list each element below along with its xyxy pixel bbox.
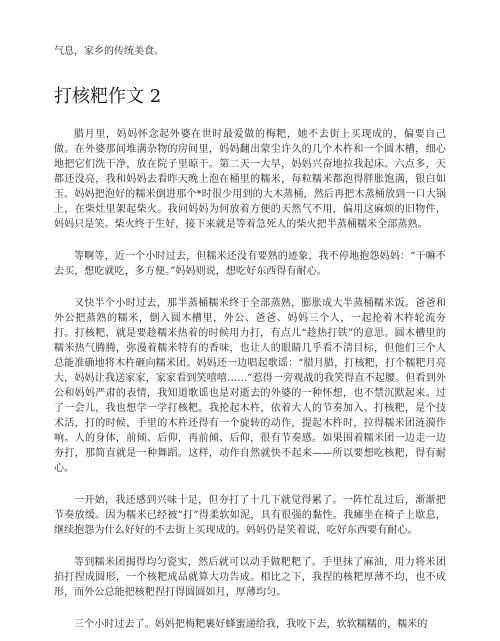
document-page: [0, 44, 500, 641]
paragraph: 等啊等，近一个小时过去，但糯米还没有要熟的迹象，我不停地抱怨妈妈：“干嘛不去买，想吃就吃，多方便。”妈妈则说，想吃好东西得有耐心。: [54, 251, 446, 277]
paragraph: 三个小时过去了。妈妈把梅粑裹好蜂蜜递给我，我咬下去，软软糯糯的，糯米的: [74, 619, 428, 630]
paragraph: 又快半个小时过去，那半蒸桶糯米终于全部蒸熟，膨胀成大半蒸桶糯米饭。爸爸和外公把蒸熟的糯米，倒入圆木槽里，外公、爸爸、妈妈三个人，一起抡着木杵轮流夯打。打核粑，就是要趁糯米热着的时候用力打，有点儿“趁热打铁”的意思。圆木槽里的糯米热气腾腾，弥漫着糯米特有的香味，也让人的眼睛几乎看不清目标，但他们三个人总能准确地将木杵砸向糯米团。妈妈还一边唱起歌谣：“腊月腊，打核粑，打个糯粑月亮大，妈妈让我送家家，家家看到笑嘻嘻……”惹得一旁观战的我笑得直不起腰。但看到外公和妈妈严肃的表情，我知道歌谣也是对逝去的外婆的一种怀想，也不禁沉默起来。过了一会儿，我也想学一学打核粑。我抡起木杵，依着大人的节奏加入。打核粑，是个技术活，打的时候，手里的木杵还得有一个旋转的动作，提起木杵时，拉得糯米团涟漪作响。人的身体，前倾、后仰，再前倾、后仰，很有节奏感。如果围着糯米团一边走一边夯打，那简直就是一种舞蹈。这样，动作自然就快不起来——所以要想吃核粑，得有耐心。: [54, 298, 446, 474]
previous-text-fragment: 气息，家乡的传统美食。: [54, 46, 164, 57]
essay-title: 打核粑作文 2: [54, 86, 162, 107]
paragraph: 一开始，我还感到兴味十足，但夯打了十几下就觉得累了。一阵忙乱过后，渐渐把节奏放缓。因为糯米已经被“打”得柔软如泥，具有很强的黏性。我瘫坐在椅子上歇息，继续抱怨为什么好好的不去街上买现成的。妈妈仍是笑着说，吃好东西要有耐心。: [54, 495, 446, 536]
paragraph: 等到糯米团揭得均匀瓷实，然后就可以动手做粑粑了。手里抹了麻油，用力将米团掐打捏成圆形，一个核粑成品就算大功告成。相比之下，我捏的核粑厚薄不均，也不成形，而外公总能把核粑捏打得圆圆如月，厚薄均匀。: [54, 557, 446, 598]
paragraph: 腊月里，妈妈怀念起外婆在世时最爱做的梅粑，她不去街上买现成的，偏要自己做。在外婆那间堆满杂物的房间里，妈妈翻出蒙尘许久的几个木杵和一个圆木槽，细心地把它们洗干净，放在院子里晾干。第二天一大早，妈妈兴奋地拉我起床。六点多，天都还没亮，我和妈妈去看昨天晚上泡在桶里的糯米，每粒糯米都泡得胖胀饱满，银白如玉。妈妈把泡好的糯米倒进那个*时很少用到的大木蒸桶，然后再把木蒸桶放到一口大锅上，在柴灶里架起柴火。我问妈妈为何放着方便的天然气不用，偏用这麻烦的旧物件，妈妈只是笑。柴火终于生好，接下来就是等着急死人的柴火把半蒸桶糯米全部蒸熟。: [54, 129, 446, 230]
